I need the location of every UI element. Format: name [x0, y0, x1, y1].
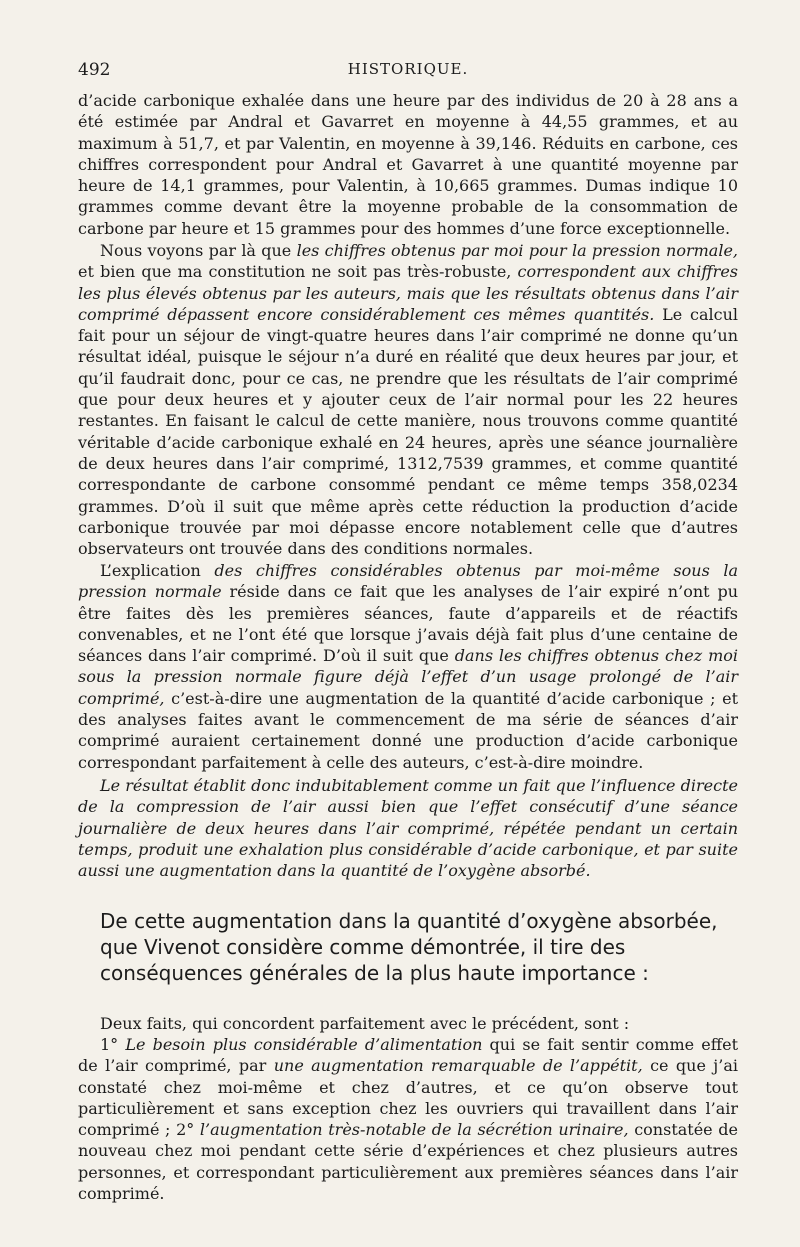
running-head: HISTORIQUE. [347, 60, 469, 78]
p6-italic-f: l’augmentation très-notable de la sécrétion urinaire, [199, 1120, 629, 1140]
p6-text-g: constatée de nouveau chez moi pendant cette série d’expériences et chez plusieurs autres personnes, et correspondant particulièrement aux premières séances dans l’air comprimé. [78, 1120, 739, 1204]
quote-block [100, 908, 740, 986]
paragraph-4-text: Le résultat établit donc indubitablement comme un fait que l’influence directe de la compression de l’air aussi bien que l’effet consécutif d’une séance journalière de deux heures dans l’air comprimé, répétée pendant un certain temps, produit une exhalation plus considérable d’acide carbonique, et par suite aussi une augmentation dans la quantité de l’oxygène absorbé. [78, 776, 738, 881]
p6-italic-b: Le besoin plus considérable d’alimentation [125, 1035, 483, 1054]
p2-text-a: Nous voyons par là que [100, 241, 297, 260]
paragraph-1-text: d’acide carbonique exhalée dans une heure par des individus de 20 à 28 ans a été estimée par Andral et Gavarret en moyenne à 44,55 grammes, et au maximum à 51,7, et par Valentin, en moyenne à 39,146. Réduits en carbone, ces chiffres correspondent pour Andral et Gavarret à une quantité moyenne par heure de 14,1 grammes, pour Valentin, à 10,665 grammes. Dumas indique 10 grammes comme devant être la moyenne probable de la consommation de carbone par heure et 15 grammes pour des hommes d’une force exceptionnelle. [78, 91, 738, 238]
p3-text-e: c’est-à-dire une augmentation de la quantité d’acide carbonique ; et des analyses faites avant le commencement de ma série de séances d’air comprimé auraient certainement donné une production d’acide carbonique correspondant parfaitement à celle des auteurs, c’est-à-dire moindre. [78, 688, 738, 772]
p3-text-c: réside dans ce fait que les analyses de l’air expiré n’ont pu être faites dès les premières séances, faute d’appareils et de réactifs convenables, et ne l’ont été que lorsque j’avais déjà fait plus d’une centaine de séances dans l’air comprimé. D’où il suit que [78, 582, 739, 666]
paragraph-5 [78, 1013, 738, 1034]
p2-italic-b: les chiffres obtenus par moi pour la pression normale, [296, 241, 738, 260]
p6-text-e: ce que j’ai constaté chez moi-même et chez d’autres, et ce qu’on observe tout particulièrement et sans exception chez les ouvriers qui travaillent dans l’air comprimé ; 2° [78, 1056, 739, 1140]
p3-text-a: L’explication [100, 561, 215, 580]
paragraph-5-text: Deux faits, qui concordent parfaitement avec le précédent, sont : [100, 1014, 630, 1033]
paragraph-2 [78, 240, 738, 559]
page-header [78, 60, 738, 84]
p3-italic-b: des chiffres considérables obtenus par moi-même sous la pression normale [78, 561, 738, 602]
p2-text-e: Le calcul fait pour un séjour de vingt-quatre heures dans l’air comprimé ne donne qu’un résultat idéal, puisque le séjour n’a duré en réalité que deux heures par jour, et qu’il faudrait donc, pour ce cas, ne prendre que les résultats de l’air comprimé que pour deux heures et y ajouter ceux de l’air normal pour les 22 heures restantes. En faisant le calcul de cette manière, nous trouvons comme quantité véritable d’acide carbonique exhalé en 24 heures, après une séance journalière de deux heures dans l’air comprimé, 1312,7539 grammes, et comme quantité correspondante de carbone consommé pendant ce même temps 358,0234 grammes. D’où il suit que même après cette réduction la production d’acide carbonique trouvée par moi dépasse encore notablement celle que d’autres observateurs ont trouvée dans des conditions normales. [78, 304, 739, 559]
paragraph-6 [78, 1034, 738, 1204]
p6-text-c: qui se fait sentir comme effet de l’air comprimé, par [78, 1035, 739, 1076]
page-number: 492 [78, 60, 111, 80]
p2-text-c: et bien que ma constitution ne soit pas très-robuste, [78, 262, 518, 282]
p6-italic-d: une augmentation remarquable de l’appétit, [273, 1056, 643, 1076]
p2-italic-d: correspondent aux chiffres les plus élevés obtenus par les auteurs, mais que les résultats obtenus dans l’air comprimé dépassent encore considérablement ces mêmes quantités. [78, 262, 739, 324]
paragraph-3 [78, 560, 738, 773]
p6-text-a: 1° [100, 1035, 126, 1054]
quote-text: De cette augmentation dans la quantité d’oxygène absorbée, que Vivenot considère comme démontrée, il tire des conséquences générales de la plus haute importance : [100, 909, 718, 985]
paragraph-1 [78, 90, 738, 239]
paragraph-4 [78, 775, 738, 881]
p3-italic-d: dans les chiffres obtenus chez moi sous la pression normale figure déjà l’effet d’un usage prolongé de l’air comprimé, [78, 646, 738, 708]
